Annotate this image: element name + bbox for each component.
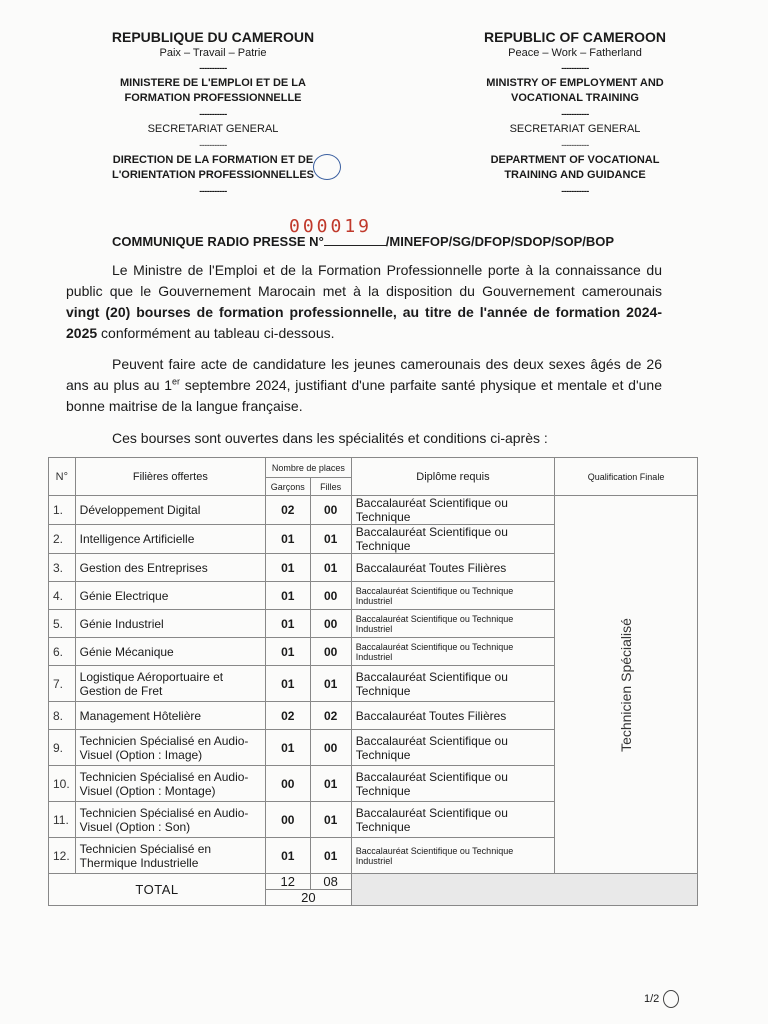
garcons-count: 02 (266, 702, 311, 730)
garcons-count: 01 (266, 638, 311, 666)
garcons-count: 01 (266, 610, 311, 638)
filiere-name: Génie Electrique (75, 582, 265, 610)
registration-number-stamp: 000019 (289, 216, 373, 237)
row-number: 6. (49, 638, 76, 666)
handwritten-circle-mark (313, 154, 341, 180)
table-row (49, 496, 698, 525)
row-number: 3. (49, 554, 76, 582)
separator: ----------- (561, 63, 589, 73)
paragraph-intro-table: Ces bourses sont ouvertes dans les spécialités et conditions ci-après : (112, 430, 548, 446)
row-number: 9. (49, 730, 76, 766)
row-number: 8. (49, 702, 76, 730)
row-number: 5. (49, 610, 76, 638)
filiere-name: Technicien Spécialisé en Audio-Visuel (Option : Image) (75, 730, 265, 766)
filles-count: 01 (310, 525, 351, 554)
diplome-required: Baccalauréat Scientifique ou Technique (351, 666, 554, 702)
total-garcons: 12 (266, 874, 311, 890)
diplome-required: Baccalauréat Toutes Filières (351, 702, 554, 730)
garcons-count: 00 (266, 802, 311, 838)
qualification-value: Technicien Spécialisé (618, 617, 635, 752)
paragraph-announcement (66, 260, 662, 344)
paragraph-eligibility (66, 354, 662, 417)
garcons-count: 01 (266, 666, 311, 702)
motto-en: Peace – Work – Fatherland (508, 47, 642, 59)
page-label: 1/2 (644, 992, 660, 1005)
diplome-required: Baccalauréat Scientifique ou Technique (351, 802, 554, 838)
handwritten-circle-mark (663, 990, 679, 1008)
filles-count: 01 (310, 802, 351, 838)
total-row (49, 874, 698, 890)
diplome-required: Baccalauréat Scientifique ou Technique Industriel (351, 610, 554, 638)
filiere-name: Logistique Aéroportuaire et Gestion de Fret (75, 666, 265, 702)
row-number: 11. (49, 802, 76, 838)
communique-prefix: COMMUNIQUE RADIO PRESSE N° (112, 234, 324, 249)
communique-title (112, 233, 614, 249)
filiere-name: Développement Digital (75, 496, 265, 525)
total-empty-cell (555, 874, 698, 906)
ministry-fr-line2: FORMATION PROFESSIONNELLE (124, 92, 302, 104)
filles-count: 00 (310, 496, 351, 525)
filiere-name: Management Hôtelière (75, 702, 265, 730)
motto-fr: Paix – Travail – Patrie (159, 47, 267, 59)
row-number: 10. (49, 766, 76, 802)
filiere-name: Génie Industriel (75, 610, 265, 638)
diplome-required: Baccalauréat Scientifique ou Technique Industriel (351, 582, 554, 610)
garcons-count: 00 (266, 766, 311, 802)
department-en (455, 153, 695, 183)
ministry-en (455, 76, 695, 106)
row-number: 12. (49, 838, 76, 874)
filiere-name: Technicien Spécialisé en Audio-Visuel (Option : Montage) (75, 766, 265, 802)
garcons-count: 01 (266, 525, 311, 554)
row-number: 1. (49, 496, 76, 525)
separator: ----------- (199, 109, 227, 119)
text: conformément au tableau ci-dessous. (97, 325, 335, 341)
filiere-name: Intelligence Artificielle (75, 525, 265, 554)
text: Peuvent faire acte de candidature les jeunes camerounais des deux sexes âgés de 26 ans au plus au 1 (66, 356, 662, 393)
header-places: Nombre de places (266, 458, 352, 478)
direction-fr (88, 153, 338, 183)
separator: ----------- (561, 186, 589, 196)
header-filieres: Filières offertes (75, 458, 265, 496)
secretariat-en: SECRETARIAT GENERAL (509, 123, 641, 135)
filiere-name: Génie Mécanique (75, 638, 265, 666)
filiere-name: Gestion des Entreprises (75, 554, 265, 582)
ministry-en-line2: VOCATIONAL TRAINING (511, 92, 639, 104)
row-number: 7. (49, 666, 76, 702)
direction-fr-line1: DIRECTION DE LA FORMATION ET DE (112, 154, 314, 166)
garcons-count: 01 (266, 554, 311, 582)
total-sum: 20 (266, 890, 352, 906)
scholarship-table (48, 457, 698, 906)
filles-count: 01 (310, 838, 351, 874)
total-filles: 08 (310, 874, 351, 890)
filles-count: 01 (310, 554, 351, 582)
garcons-count: 01 (266, 582, 311, 610)
diplome-required: Baccalauréat Scientifique ou Technique (351, 766, 554, 802)
garcons-count: 01 (266, 730, 311, 766)
department-en-line2: TRAINING AND GUIDANCE (504, 169, 646, 181)
superscript: er (171, 376, 180, 387)
diplome-required: Baccalauréat Scientifique ou Technique (351, 496, 554, 525)
direction-fr-line2: L'ORIENTATION PROFESSIONNELLES (111, 169, 315, 181)
filles-count: 01 (310, 766, 351, 802)
header-garcons: Garçons (266, 478, 311, 496)
text: septembre 2024, justifiant d'une parfaite santé physique et mentale et d'une bonne maitrise de la langue française. (66, 377, 662, 414)
diplome-required: Baccalauréat Scientifique ou Technique Industriel (351, 638, 554, 666)
filles-count: 00 (310, 582, 351, 610)
diplome-required: Baccalauréat Scientifique ou Technique Industriel (351, 838, 554, 874)
text: Le Ministre de l'Emploi et de la Formation Professionnelle porte à la connaissance du public que le Gouvernement Marocain met à la disposition du Gouvernement camerounais (66, 262, 662, 299)
garcons-count: 02 (266, 496, 311, 525)
diplome-required: Baccalauréat Scientifique ou Technique (351, 525, 554, 554)
separator: ----------- (561, 109, 589, 119)
header-num: N° (49, 458, 76, 496)
filles-count: 01 (310, 666, 351, 702)
secretariat-fr: SECRETARIAT GENERAL (147, 123, 279, 135)
department-en-line1: DEPARTMENT OF VOCATIONAL (490, 154, 660, 166)
diplome-required: Baccalauréat Scientifique ou Technique (351, 730, 554, 766)
page-number (644, 990, 679, 1008)
separator: ----------- (199, 186, 227, 196)
garcons-count: 01 (266, 838, 311, 874)
filles-count: 00 (310, 638, 351, 666)
header-right (455, 28, 695, 197)
ministry-en-line1: MINISTRY OF EMPLOYMENT AND (486, 77, 664, 89)
total-label: TOTAL (49, 874, 266, 906)
separator: ----------- (561, 140, 589, 150)
total-empty-cell (351, 874, 554, 906)
ministry-fr (88, 76, 338, 106)
diplome-required: Baccalauréat Toutes Filières (351, 554, 554, 582)
header-filles: Filles (310, 478, 351, 496)
separator: ----------- (199, 140, 227, 150)
text-bold: vingt (20) bourses de formation professionnelle, au titre de l'année de formation 2024-2025 (66, 304, 662, 341)
number-blank (324, 233, 386, 246)
filiere-name: Technicien Spécialisé en Audio-Visuel (Option : Son) (75, 802, 265, 838)
row-number: 4. (49, 582, 76, 610)
table-body (49, 496, 698, 906)
header-qualification: Qualification Finale (555, 458, 698, 496)
ministry-fr-line1: MINISTERE DE L'EMPLOI ET DE LA (120, 77, 306, 89)
qualification-cell (555, 496, 698, 874)
row-number: 2. (49, 525, 76, 554)
header-left (88, 28, 338, 197)
country-en: REPUBLIC OF CAMEROON (484, 29, 666, 45)
communique-suffix: /MINEFOP/SG/DFOP/SDOP/SOP/BOP (385, 234, 615, 249)
filles-count: 00 (310, 610, 351, 638)
separator: ----------- (199, 63, 227, 73)
filles-count: 00 (310, 730, 351, 766)
filiere-name: Technicien Spécialisé en Thermique Industrielle (75, 838, 265, 874)
header-diplome: Diplôme requis (351, 458, 554, 496)
filles-count: 02 (310, 702, 351, 730)
country-fr: REPUBLIQUE DU CAMEROUN (111, 29, 315, 45)
